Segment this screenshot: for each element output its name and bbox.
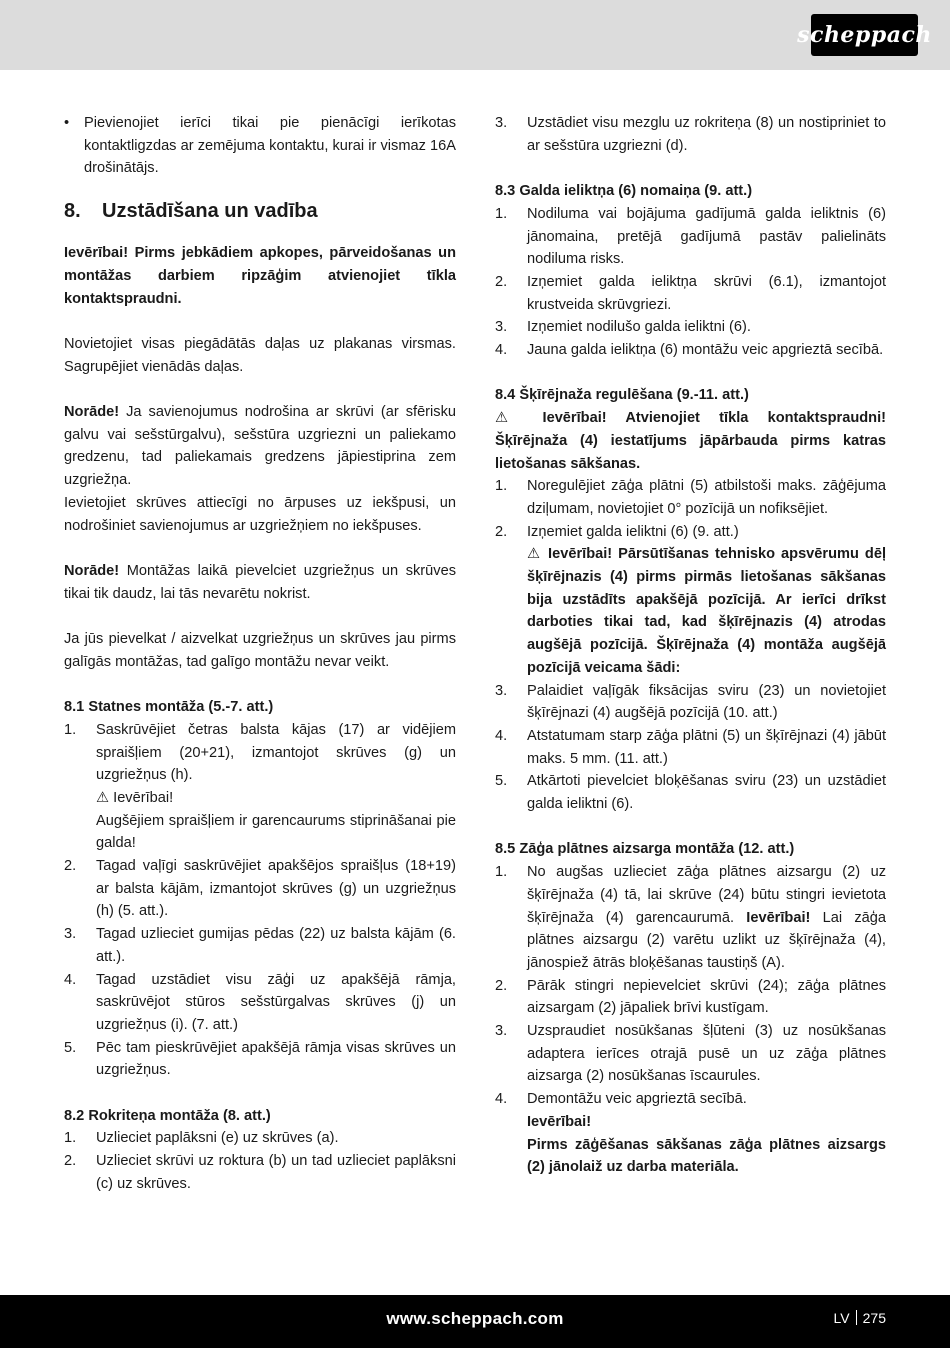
- list-item: 5. Atkārtoti pievelciet bloķēšanas sviru (23) un uzstādiet galda ieliktni (6).: [495, 773, 886, 813]
- list-item: 1. Uzlieciet paplāksni (e) uz skrūves (a).: [64, 1130, 339, 1147]
- warning-note: ⚠ Ievērībai!: [96, 789, 174, 806]
- list-item: 1. Saskrūvējiet četras balsta kājas (17) ar vidējiem spraišļiem (20+21), izmantojot skrūves (g) un uzgriežņus (h).: [64, 721, 456, 784]
- language-code: LV: [833, 1310, 850, 1326]
- list-item: 2. Izņemiet galda ieliktni (6) (9. att.): [495, 523, 739, 540]
- warning-note-text: Augšējiem spraišļiem ir garencaurums stiprināšanai pie galda!: [96, 812, 456, 852]
- list-item: 2. Tagad vaļīgi saskrūvējiet apakšējos spraišļus (18+19) ar balsta kājām, izmantojot skrūves (g) un uzgriežņus (h) (5. att.).: [64, 858, 456, 920]
- list-item: 5. Pēc tam pieskrūvējiet apakšējā rāmja visas skrūves un uzgriežņus.: [64, 1039, 456, 1079]
- list-item: 3. Uzstādiet visu mezglu uz rokriteņa (8) un nostipriniet to ar sešstūra uzgriezni (d).: [495, 115, 886, 154]
- header-bar: [0, 0, 950, 70]
- scheppach-logo: scheppach: [811, 14, 918, 56]
- subsection-heading: 8.4 Šķīrējnaža regulēšana (9.-11. att.): [495, 387, 749, 404]
- subsection-heading: 8.3 Galda ieliktņa (6) nomaiņa (9. att.): [495, 183, 753, 200]
- warning-note: ⚠ Ievērībai! Pārsūtīšanas tehnisko apsvērumu dēļ šķīrējnazis (4) pirms pirmās lietošanas sākšanas bija uzstādīts apakšējā pozīcijā. Ar ierīci drīkst darboties tikai tad, kad šķīrējnazis (4) atrodas augšējā pozīcijā. Šķīrējnaža (4) montāža augšējā pozīcijā veicama šādi:: [527, 546, 886, 676]
- list-item: 4. Jauna galda ieliktņa (6) montāžu veic apgrieztā secībā.: [495, 342, 884, 359]
- list-item: 2. Pārāk stingri nepievelciet skrūvi (24); zāģa plātnes aizsargam (2) jāpaliek brīvi kustīgam.: [495, 977, 886, 1017]
- left-column: [64, 112, 456, 1196]
- list-item: 4. Tagad uzstādiet visu zāģi uz apakšējā rāmja, saskrūvējot stūros sešstūrgalvas skrūves (j) un uzgriežņus (i). (7. att.): [64, 971, 456, 1033]
- list-item: 3. Palaidiet vaļīgāk fiksācijas sviru (23) un novietojiet šķīrējnazi (4) augšējā pozīcijā (10. att.): [495, 682, 886, 722]
- subsection-heading: 8.5 Zāģa plātnes aizsarga montāža (12. att.): [495, 841, 795, 858]
- list-item: 3. Izņemiet nodilušo galda ieliktni (6).: [495, 319, 751, 336]
- list-item: • Pievienojiet ierīci tikai pie pienācīgi ierīkotas kontaktligzdas ar zemējuma kontaktu, kurai ir vismaz 16A drošinātājs.: [64, 112, 456, 180]
- list-item: 1. Nodiluma vai bojājuma gadījumā galda ieliktnis (6) jānomaina, pretējā gadījumā pastāv palielināts nodiluma risks.: [495, 205, 886, 268]
- page-number: 275: [862, 1310, 886, 1326]
- paragraph: Ievietojiet skrūves attiecīgi no ārpuses uz iekšpusi, un nodrošiniet savienojumus ar uzgriežņiem no iekšpuses.: [64, 494, 456, 534]
- bullet-mark: •: [64, 115, 70, 131]
- list-item: 4. Atstatumam starp zāģa plātni (5) un šķīrējnazi (4) jābūt maks. 5 mm. (11. att.): [495, 727, 886, 767]
- warning-paragraph: ⚠ Ievērībai! Atvienojiet tīkla kontaktspraudni! Šķīrējnaža (4) iestatījums jāpārbauda pirms katras lietošanas sākšanas.: [495, 410, 886, 472]
- list-item: 2. Uzlieciet skrūvi uz roktura (b) un tad uzlieciet paplāksni (c) uz skrūves.: [64, 1153, 456, 1192]
- list-item: 2. Izņemiet galda ieliktņa skrūvi (6.1), izmantojot krustveida skrūvgriezi.: [495, 273, 886, 313]
- warning-paragraph: Ievērībai! Pirms jebkādiem apkopes, pārveidošanas un montāžas darbiem ripzāģim atvienojiet tīkla kontaktspraudni.: [64, 245, 456, 307]
- paragraph: Novietojiet visas piegādātās daļas uz plakanas virsmas. Sagrupējiet vienādās daļas.: [64, 335, 456, 375]
- right-column: [495, 112, 886, 1179]
- list-item: 3. Uzspraudiet nosūkšanas šļūteni (3) uz nosūkšanas adaptera ierīces otrajā pusē un uz zāģa plātnes aizsarga (2) nosūkšanas īscaurules.: [495, 1023, 886, 1085]
- footer-bar: [0, 1295, 950, 1348]
- website-link[interactable]: www.scheppach.com: [386, 1309, 564, 1328]
- list-item: 4. Demontāžu veic apgrieztā secībā.: [495, 1091, 747, 1108]
- list-item: 1. Noregulējiet zāģa plātni (5) atbilstoši maks. zāģējuma dziļumam, novietojiet 0° pozīcijā un nofiksējiet.: [495, 478, 886, 517]
- warning-note-text: Pirms zāģēšanas sākšanas zāģa plātnes aizsargs (2) jānolaiž uz darba materiāla.: [527, 1136, 886, 1176]
- section-heading: 8. Uzstādīšana un vadība: [64, 200, 318, 223]
- note-paragraph: Norāde! Ja savienojumus nodrošina ar skrūvi (ar sfērisku galvu vai sešstūrgalvu), sešstūra uzgriezni un paliekamo gredzenu, tad paliekamais gredzens jāpiestiprina zem uzgriežņa.: [64, 404, 456, 489]
- warning-note: Ievērībai!: [527, 1113, 592, 1130]
- note-paragraph: Norāde! Montāžas laikā pievelciet uzgriežņus un skrūves tikai tik daudz, lai tās nevarētu nokrist.: [64, 562, 456, 602]
- page-info: [834, 1310, 886, 1326]
- subsection-heading: 8.1 Statnes montāža (5.-7. att.): [64, 699, 274, 716]
- subsection-heading: 8.2 Rokriteņa montāža (8. att.): [64, 1107, 271, 1124]
- list-item: 3. Tagad uzlieciet gumijas pēdas (22) uz balsta kājām (6. att.).: [64, 926, 456, 965]
- paragraph: Ja jūs pievelkat / aizvelkat uzgriežņus un skrūves jau pirms galīgās montāžas, tad galīgo montāžu nevar veikt.: [64, 631, 456, 670]
- list-item: 1. No augšas uzlieciet zāģa plātnes aizsargu (2) uz šķīrējnaža (4) tā, lai skrūve (24) būtu stingri ievietota šķīrējnaža (4) garencaurumā. Ievērībai! Lai zāģa plātnes aizsargu (2) varētu uzlikt uz šķīrējnaža (4), jānospiež ātrās bloķēšanas taustiņš (A).: [495, 864, 886, 971]
